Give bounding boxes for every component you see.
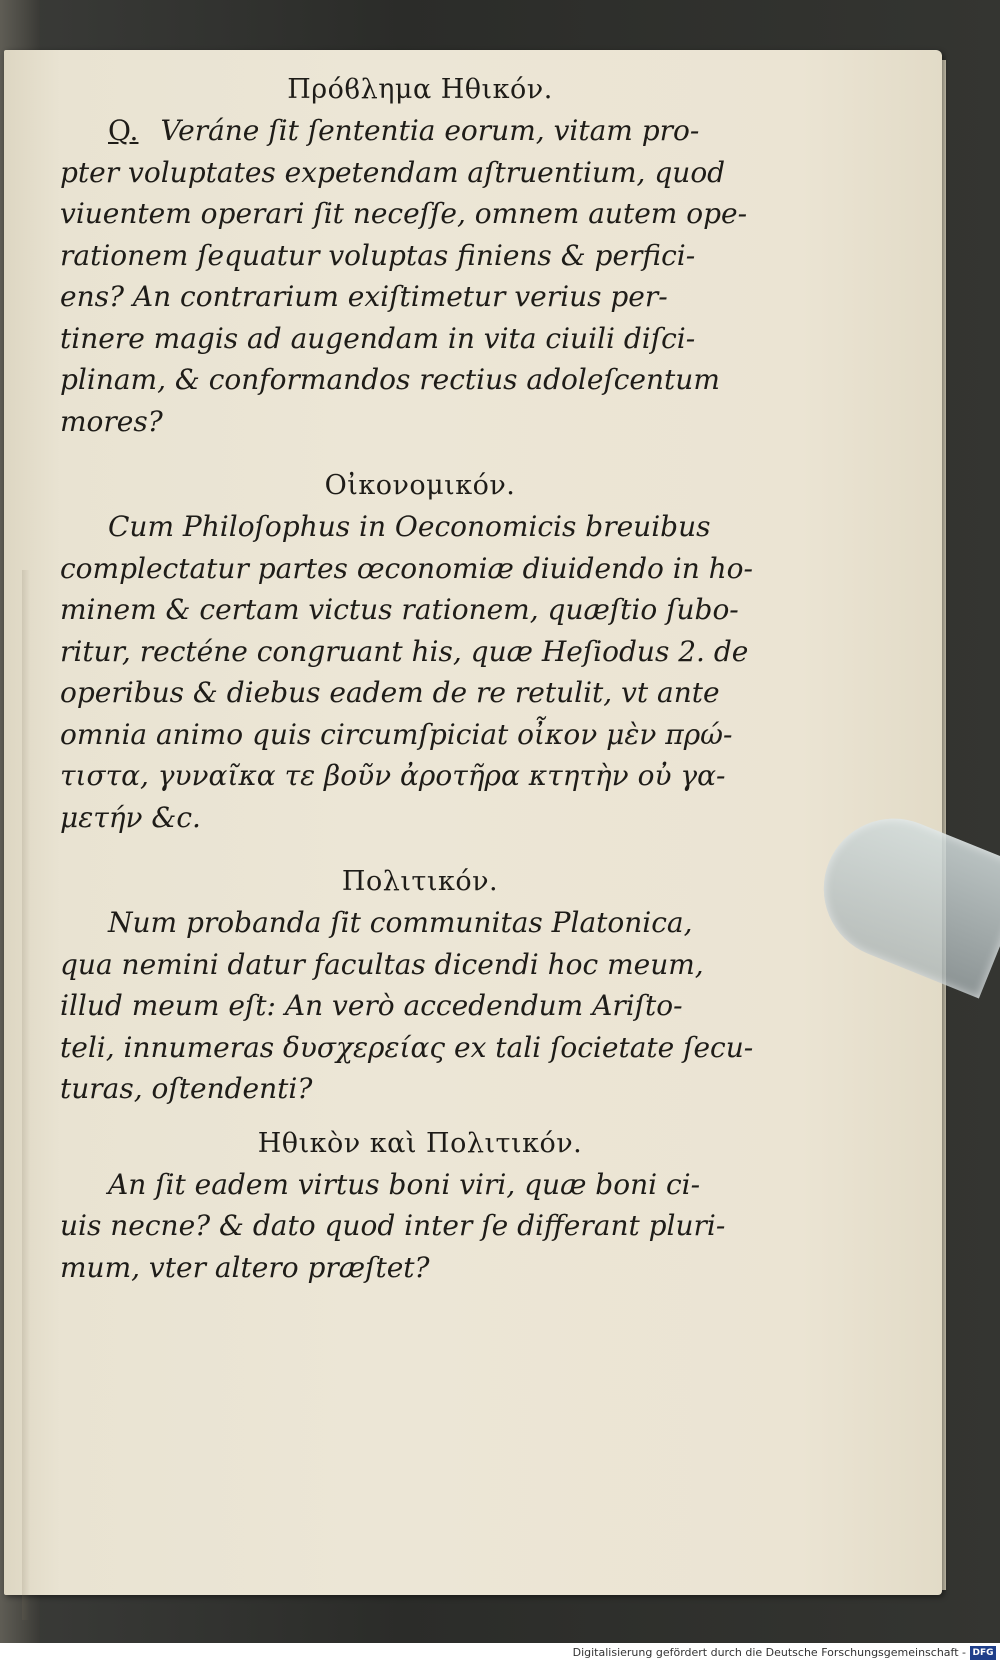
paragraph-line: ritur, recténe congruant his, quæ Heſiodus 2. de: [60, 634, 749, 668]
paragraph-line: teli, innumeras δυσχερείας ex tali ſocietate ſecu-: [60, 1030, 754, 1064]
paragraph-line: ens? An contrarium exiſtimetur verius per-: [60, 280, 668, 313]
paragraph-line: illud meum eſt: An verò accedendum Ariſto-: [60, 989, 683, 1022]
section-paragraph-ethics: [60, 110, 780, 442]
section-paragraph-oeconomics: [60, 506, 780, 838]
section-heading-oeconomics: Οἰκονομικόν.: [324, 470, 516, 501]
paragraph-line: plinam, & conformandos rectius adoleſcentum: [60, 363, 720, 396]
paragraph-line: Cum Philoſophus in Oeconomicis breuibus: [108, 510, 711, 543]
paragraph-line: complectatur partes œconomiæ diuidendo in ho-: [60, 551, 753, 585]
section-heading-politics: Πολιτικόν.: [341, 866, 499, 897]
paragraph-line: pter voluptates expetendam aſtruentium, quod: [60, 155, 726, 189]
dfg-logo: DFG: [970, 1646, 996, 1660]
section-heading-ethics-politics: Ηθικὸν καὶ Πολιτικόν.: [257, 1127, 583, 1159]
paragraph-line: μετήν &c.: [60, 800, 201, 834]
paragraph-line: τιστα, γυναῖκα τε βοῦν ἀροτῆρα κτητὴν οὐ γα-: [60, 759, 726, 792]
paragraph-line: viuentem operari ſit neceſſe, omnem autem ope-: [60, 197, 748, 230]
paragraph-line: rationem ſequatur voluptas finiens & perfici-: [60, 238, 696, 272]
section-paragraph-politics: [60, 902, 780, 1110]
paragraph-line: Q. Veráne ſit ſententia eorum, vitam pro-: [108, 114, 700, 147]
paragraph-line: An ſit eadem virtus boni viri, quæ boni ci-: [108, 1167, 701, 1201]
paragraph-line: tinere magis ad augendam in vita ciuili diſci-: [60, 321, 696, 355]
paragraph-line: turas, oſtendenti?: [60, 1072, 313, 1105]
paragraph-line: mores?: [60, 404, 163, 438]
paragraph-line: mum, vter altero præſtet?: [60, 1250, 430, 1284]
page-crease: [22, 570, 30, 1620]
paragraph-line: uis necne? & dato quod inter ſe differant pluri-: [60, 1209, 726, 1242]
digitization-credit: Digitalisierung gefördert durch die Deutsche Forschungsgemeinschaft -: [572, 1646, 966, 1659]
paragraph-line: omnia animo quis circumſpiciat οἶκον μὲν πρώ-: [60, 717, 733, 751]
paragraph-line: minem & certam victus rationem, quæſtio ſubo-: [60, 593, 739, 626]
question-marker: Q.: [108, 114, 139, 147]
paragraph-line: qua nemini datur facultas dicendi hoc meum,: [60, 947, 704, 981]
page-text: [60, 70, 780, 1288]
section-heading-ethics: Πρόϐλημα Ηθικόν.: [287, 74, 553, 105]
paragraph-line: Num probanda ſit communitas Platonica,: [108, 906, 693, 939]
paragraph-line: operibus & diebus eadem de re retulit, vt ante: [60, 676, 720, 709]
section-paragraph-ethics-politics: [60, 1164, 780, 1289]
